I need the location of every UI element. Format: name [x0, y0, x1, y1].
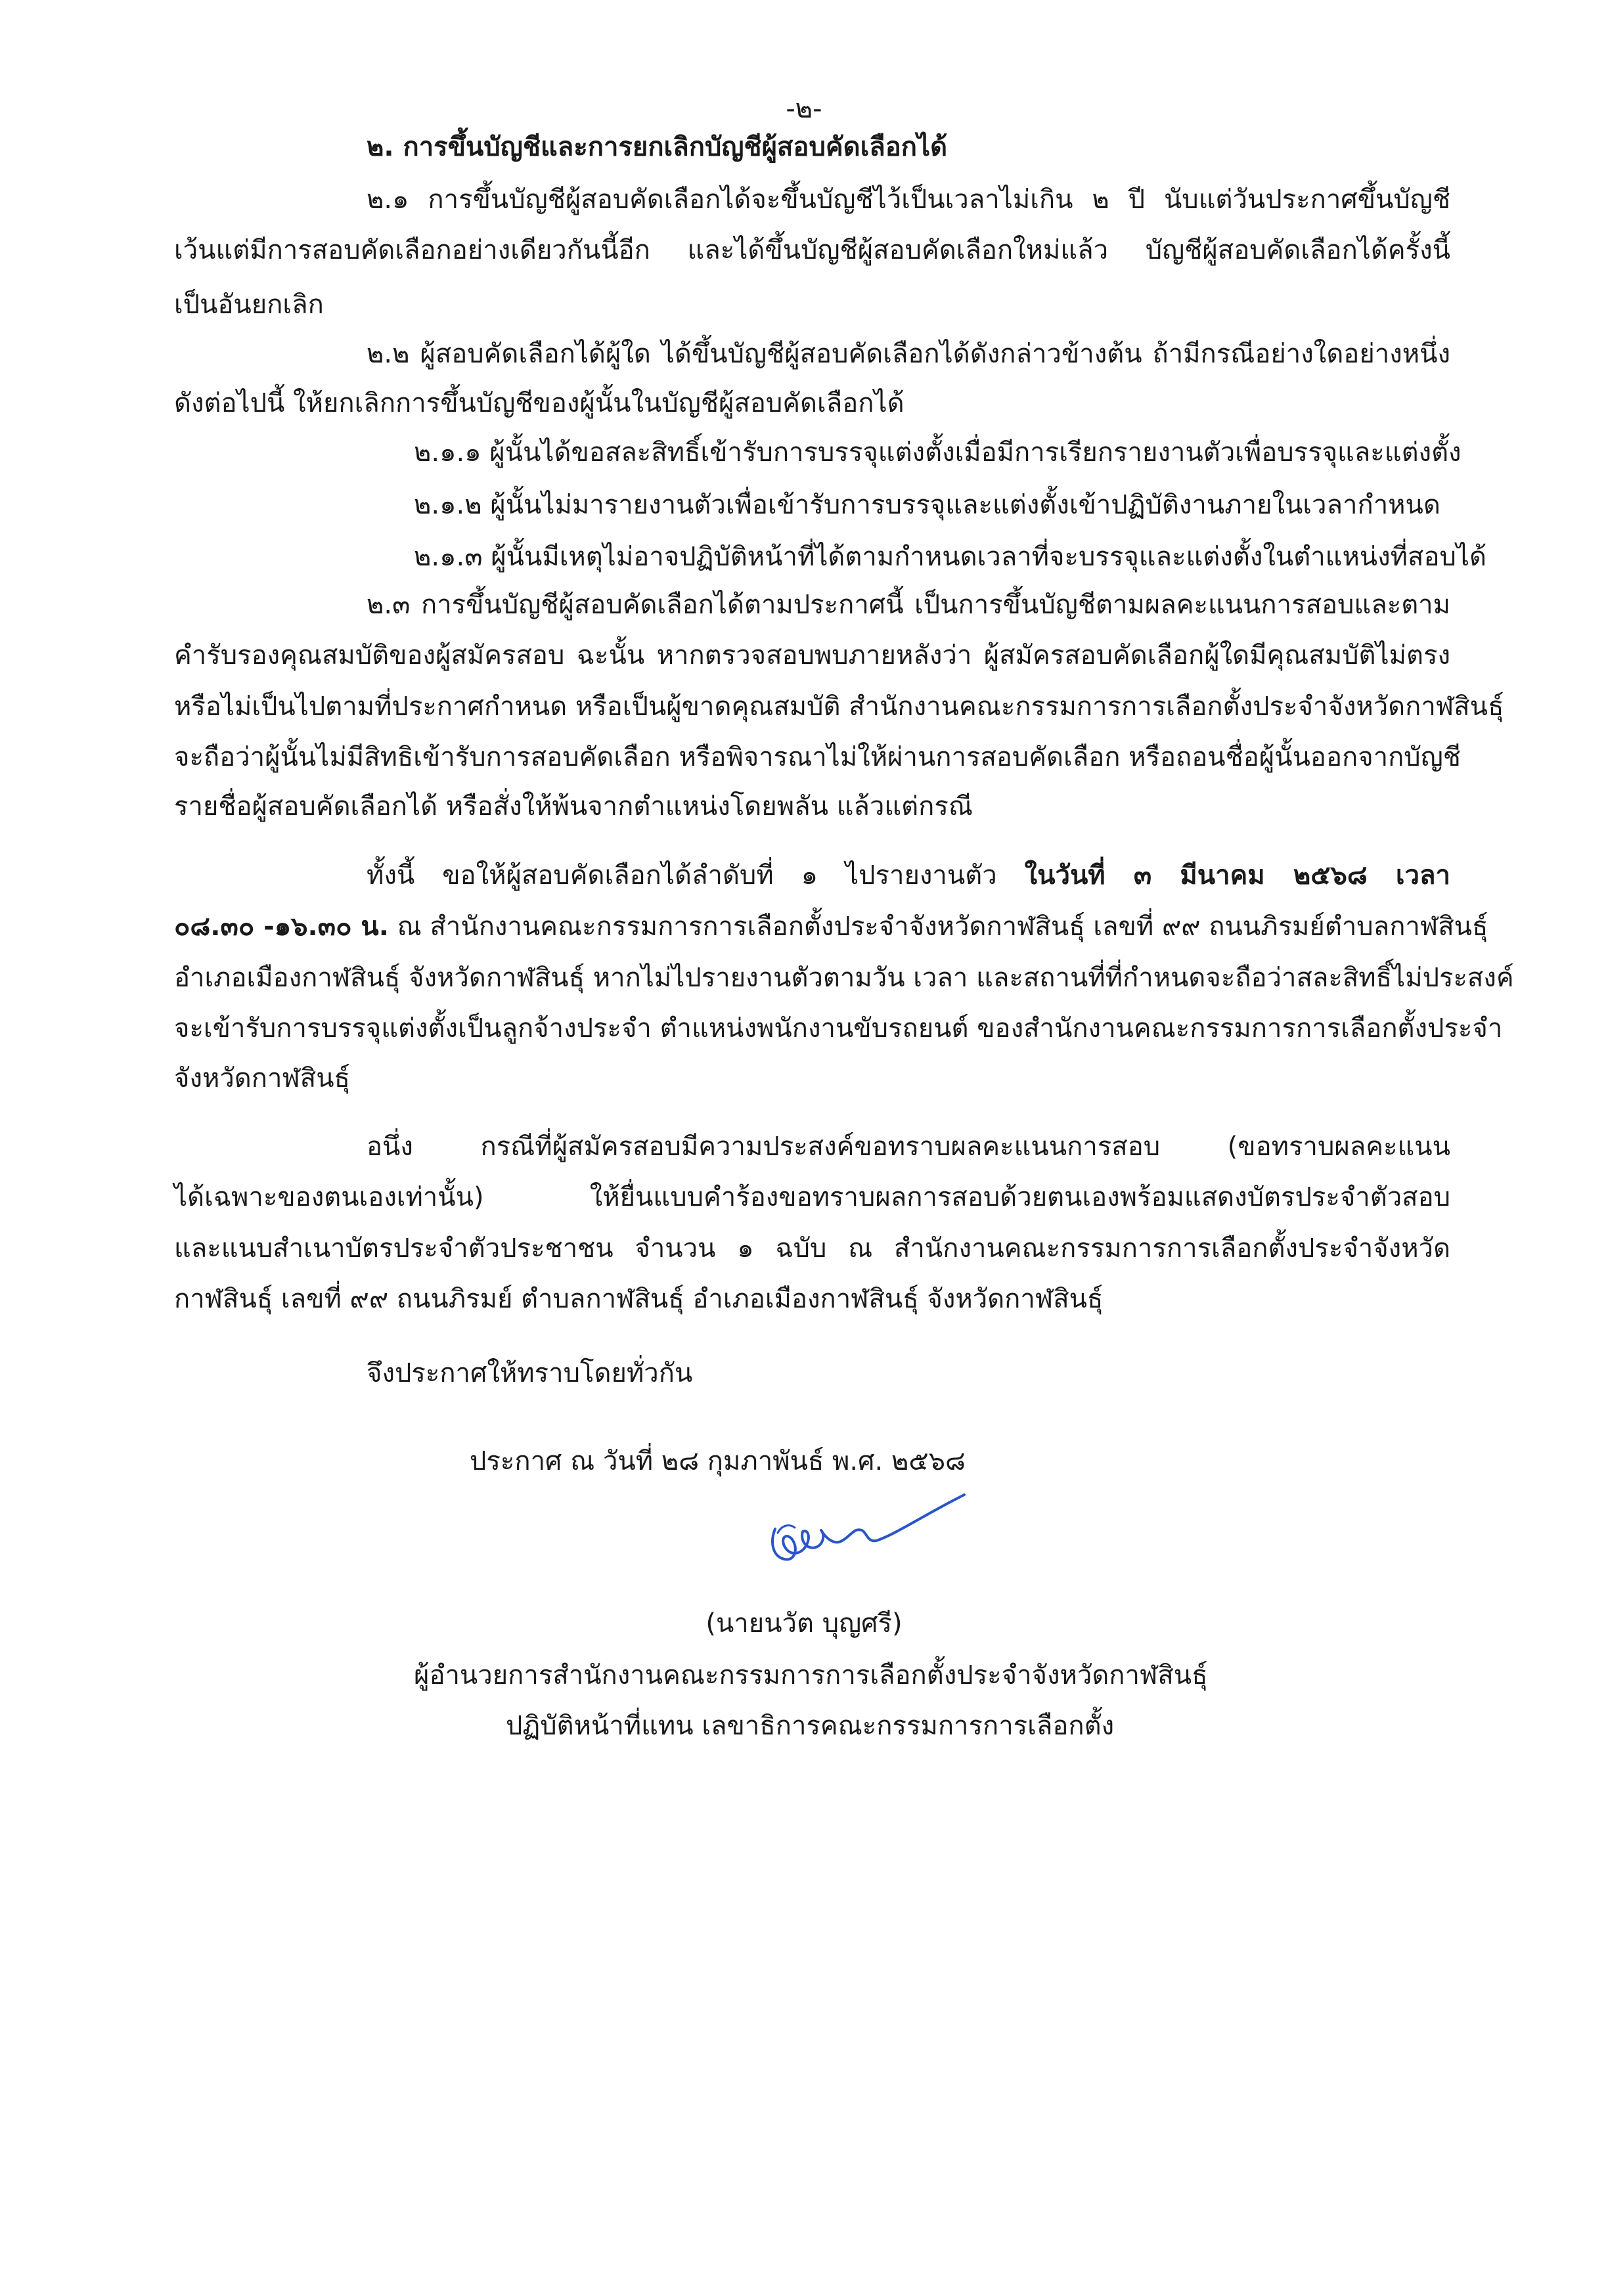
report-line-5: จังหวัดกาฬสินธุ์	[174, 1063, 350, 1093]
sub-item-2-1-1: ๒.๑.๑ ผู้นั้นได้ขอสละสิทธิ์เข้ารับการบรรจุแต่งตั้งเมื่อมีการเรียกรายงานตัวเพื่อบรรจุและแต่งตั้ง	[414, 437, 1462, 468]
report-date-highlight: ในวันที่ ๓ มีนาคม ๒๕๖๘ เวลา	[1024, 860, 1450, 891]
signer-name: (นายนวัต บุญศรี)	[705, 1608, 903, 1639]
paragraph-2-1-line-3: เป็นอันยกเลิก	[174, 290, 324, 320]
report-line-1-text: ทั้งนี้ ขอให้ผู้สอบคัดเลือกได้ลำดับที่ ๑ ไปรายงานตัว	[367, 860, 1025, 891]
closing-statement: จึงประกาศให้ทราบโดยทั่วกัน	[367, 1358, 693, 1388]
paragraph-2-3-line-5: รายชื่อผู้สอบคัดเลือกได้ หรือสั่งให้พ้นจากตำแหน่งโดยพลัน แล้วแต่กรณี	[174, 791, 973, 822]
inquiry-line-2: ได้เฉพาะของตนเองเท่านั้น) ให้ยื่นแบบคำร้องขอทราบผลการสอบด้วยตนเองพร้อมแสดงบัตรประจำตัวสอบ	[174, 1182, 1450, 1212]
paragraph-2-1-line-2: เว้นแต่มีการสอบคัดเลือกอย่างเดียวกันนี้อีก และได้ขึ้นบัญชีผู้สอบคัดเลือกใหม่แล้ว บัญชีผู้สอบคัดเลือกได้ครั้งนี้	[174, 235, 1450, 265]
sub-item-2-1-3: ๒.๑.๓ ผู้นั้นมีเหตุไม่อาจปฏิบัติหน้าที่ได้ตามกำหนดเวลาที่จะบรรจุและแต่งตั้งในตำแหน่งที่สอบได้	[414, 542, 1486, 572]
report-line-1	[367, 857, 1450, 894]
signer-title: ผู้อำนวยการสำนักงานคณะกรรมการการเลือกตั้งประจำจังหวัดกาฬสินธุ์	[414, 1660, 1208, 1690]
report-line-2-text: ณ สำนักงานคณะกรรมการการเลือกตั้งประจำจังหวัดกาฬสินธุ์ เลขที่ ๙๙ ถนนภิรมย์ตำบลกาฬสินธุ์	[388, 912, 1488, 942]
report-line-3: อำเภอเมืองกาฬสินธุ์ จังหวัดกาฬสินธุ์ หากไม่ไปรายงานตัวตามวัน เวลา และสถานที่ที่กำหนดจะถือว่าสละสิทธิ์ไม่ประสงค์	[174, 963, 1514, 993]
paragraph-2-3-line-3: หรือไม่เป็นไปตามที่ประกาศกำหนด หรือเป็นผู้ขาดคุณสมบัติ สำนักงานคณะกรรมการการเลือกตั้งประจำจังหวัดกาฬสินธุ์	[174, 692, 1504, 722]
paragraph-2-3-line-2: คำรับรองคุณสมบัติของผู้สมัครสอบ ฉะนั้น หากตรวจสอบพบภายหลังว่า ผู้สมัครสอบคัดเลือกผู้ใดมีคุณสมบัติไม่ตรง	[174, 640, 1450, 671]
report-time-highlight: ๐๘.๓๐ -๑๖.๓๐ น.	[174, 912, 389, 942]
inquiry-line-4: กาฬสินธุ์ เลขที่ ๙๙ ถนนภิรมย์ ตำบลกาฬสินธุ์ อำเภอเมืองกาฬสินธุ์ จังหวัดกาฬสินธุ์	[174, 1284, 1104, 1314]
paragraph-2-3-line-4: จะถือว่าผู้นั้นไม่มีสิทธิเข้ารับการสอบคัดเลือก หรือพิจารณาไม่ให้ผ่านการสอบคัดเลือก หรือถอนชื่อผู้นั้นออกจากบัญชี	[174, 742, 1461, 772]
paragraph-2-3-line-1: ๒.๓ การขึ้นบัญชีผู้สอบคัดเลือกได้ตามประกาศนี้ เป็นการขึ้นบัญชีตามผลคะแนนการสอบและตาม	[367, 590, 1450, 620]
paragraph-2-1-line-1: ๒.๑ การขึ้นบัญชีผู้สอบคัดเลือกได้จะขึ้นบัญชีไว้เป็นเวลาไม่เกิน ๒ ปี นับแต่วันประกาศขึ้นบัญชี	[367, 185, 1450, 215]
inquiry-line-1: อนึ่ง กรณีที่ผู้สมัครสอบมีความประสงค์ขอทราบผลคะแนนการสอบ (ขอทราบผลคะแนน	[367, 1132, 1450, 1162]
page-number: -๒-	[786, 94, 822, 124]
signer-acting-title: ปฏิบัติหน้าที่แทน เลขาธิการคณะกรรมการการเลือกตั้ง	[506, 1711, 1115, 1741]
paragraph-2-2-line-2: ดังต่อไปนี้ ให้ยกเลิกการขึ้นบัญชีของผู้นั้นในบัญชีผู้สอบคัดเลือกได้	[174, 388, 904, 418]
report-line-2	[174, 908, 1488, 945]
announcement-date: ประกาศ ณ วันที่ ๒๘ กุมภาพันธ์ พ.ศ. ๒๕๖๘	[470, 1446, 966, 1476]
report-line-4: จะเข้ารับการบรรจุแต่งตั้งเป็นลูกจ้างประจำ ตำแหน่งพนักงานขับรถยนต์ ของสำนักงานคณะกรรมการการเลือกตั้งประจำ	[174, 1013, 1503, 1044]
handwritten-signature	[755, 1491, 979, 1576]
paragraph-2-2-line-1: ๒.๒ ผู้สอบคัดเลือกได้ผู้ใด ได้ขึ้นบัญชีผู้สอบคัดเลือกได้ดังกล่าวข้างต้น ถ้ามีกรณีอย่างใดอย่างหนึ่ง	[367, 339, 1450, 369]
sub-item-2-1-2: ๒.๑.๒ ผู้นั้นไม่มารายงานตัวเพื่อเข้ารับการบรรจุและแต่งตั้งเข้าปฏิบัติงานภายในเวลากำหนด	[414, 490, 1440, 520]
inquiry-line-3: และแนบสำเนาบัตรประจำตัวประชาชน จำนวน ๑ ฉบับ ณ สำนักงานคณะกรรมการการเลือกตั้งประจำจังหวัด	[174, 1233, 1450, 1264]
section-heading: ๒. การขึ้นบัญชีและการยกเลิกบัญชีผู้สอบคัดเลือกได้	[367, 132, 948, 162]
